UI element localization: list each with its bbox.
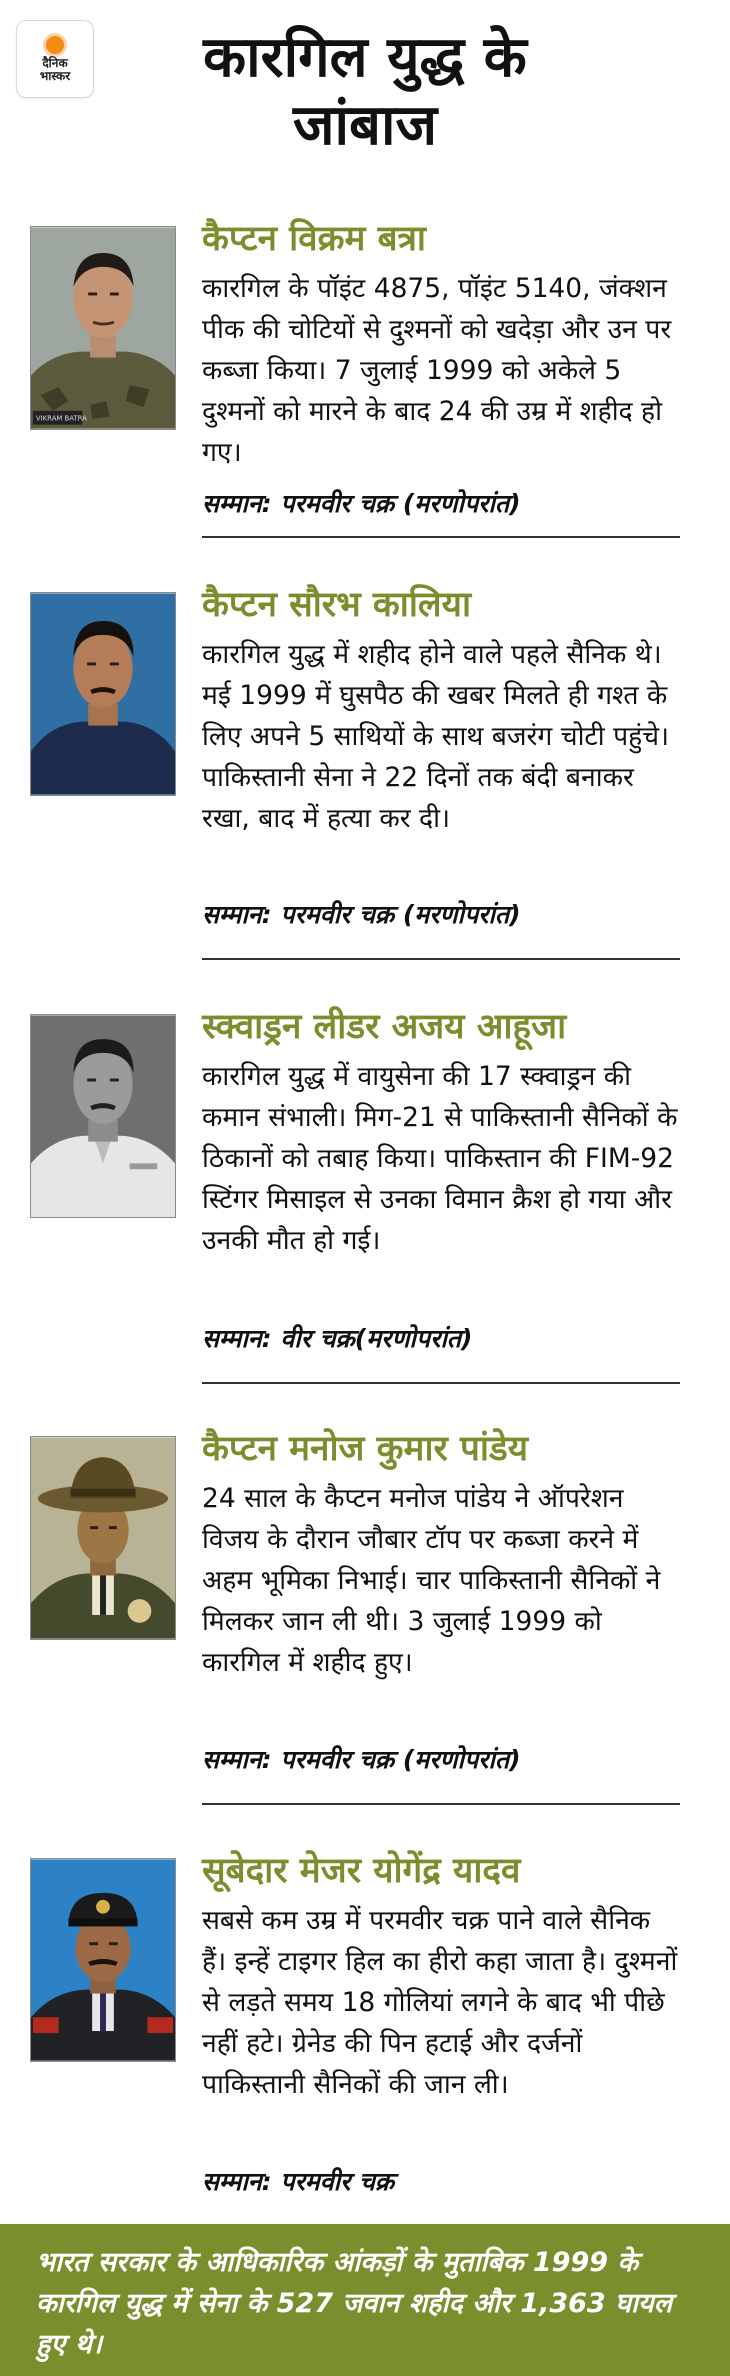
hero-name: स्क्वाड्रन लीडर अजय आहूजा: [202, 1007, 567, 1047]
dainik-bhaskar-logo: [16, 20, 94, 98]
page-title: [120, 24, 610, 161]
portrait-vikram-batra: [30, 226, 176, 430]
logo-text-line2: भास्कर: [39, 68, 71, 83]
portrait-manoj-pandey: [30, 1436, 176, 1640]
hero-description: कारगिल के पॉइंट 4875, पॉइंट 5140, जंक्शन पीक की चोटियों से दुश्मनों को खदेड़ा और उन पर कब्जा किया। 7 जुलाई 1999 को अकेले 5 दुश्मनों को मारने के बाद 24 की उम्र में शहीद हो गए।: [202, 273, 672, 468]
section-divider: [202, 1382, 680, 1384]
page-title-line1: कारगिल युद्ध के: [203, 25, 527, 90]
hero-name: कैप्टन सौरभ कालिया: [202, 585, 472, 625]
hero-description: 24 साल के कैप्टन मनोज पांडेय ने ऑपरेशन विजय के दौरान जौबार टॉप पर कब्जा करने में अहम भूमिका निभाई। चार पाकिस्तानी सैनिकों ने मिलकर जान ली थी। 3 जुलाई 1999 को कारगिल में शहीद हुए।: [202, 1483, 661, 1678]
hero-name: कैप्टन मनोज कुमार पांडेय: [202, 1429, 529, 1469]
portrait-illustration: [31, 1437, 175, 1639]
hero-entry-ajay-ahuja: [30, 1006, 680, 1386]
hero-description: कारगिल युद्ध में वायुसेना की 17 स्क्वाड्रन की कमान संभाली। मिग-21 से पाकिस्तानी सैनिकों के ठिकानों को तबाह किया। पाकिस्तान की FIM-92 स्टिंगर मिसाइल से उनका विमान क्रैश हो गया और उनकी मौत हो गई।: [202, 1061, 678, 1256]
portrait-saurabh-kalia: [30, 592, 176, 796]
hero-name: कैप्टन विक्रम बत्रा: [202, 219, 426, 259]
section-divider: [202, 536, 680, 538]
hero-description: कारगिल युद्ध में शहीद होने वाले पहले सैनिक थे। मई 1999 में घुसपैठ की खबर मिलते ही गश्त के लिए अपने 5 साथियों के साथ बजरंग चोटी पहुंचे। पाकिस्तानी सेना ने 22 दिनों तक बंदी बनाकर रखा, बाद में हत्या कर दी।: [202, 639, 670, 834]
section-divider: [202, 1803, 680, 1805]
portrait-illustration: [31, 1859, 175, 2061]
hero-honor: सम्मान: परमवीर चक्र: [202, 2167, 395, 2196]
hero-name: सूबेदार मेजर योगेंद्र यादव: [202, 1851, 521, 1891]
hero-honor: सम्मान: परमवीर चक्र (मरणोपरांत): [202, 900, 521, 929]
footer-text: भारत सरकार के आधिकारिक आंकड़ों के मुताबिक 1999 के कारगिल युद्ध में सेना के 527 जवान शहीद और 1,363 घायल हुए थे।: [36, 2247, 673, 2360]
portrait-yogendra-yadav: [30, 1858, 176, 2062]
portrait-illustration: [31, 227, 175, 429]
hero-entry-vikram-batra: [30, 218, 680, 548]
logo-text-line1: दैनिक: [42, 55, 68, 70]
hero-honor: सम्मान: परमवीर चक्र (मरणोपरांत): [202, 1745, 521, 1774]
portrait-illustration: [31, 593, 175, 795]
hero-description: सबसे कम उम्र में परमवीर चक्र पाने वाले सैनिक हैं। इन्हें टाइगर हिल का हीरो कहा जाता है। दुश्मनों से लड़ते समय 18 गोलियां लगने के बाद भी पीछे नहीं हटे। ग्रेनेड की पिन हटाई और दर्जनों पाकिस्तानी सैनिकों की जान ली।: [202, 1905, 678, 2100]
section-divider: [202, 958, 680, 960]
hero-entry-saurabh-kalia: [30, 584, 680, 964]
sun-icon: [46, 36, 64, 54]
hero-entry-manoj-pandey: [30, 1428, 680, 1808]
hero-honor: सम्मान: वीर चक्र(मरणोपरांत): [202, 1324, 473, 1353]
hero-entry-yogendra-yadav: [30, 1850, 680, 2210]
page-title-line2: जांबाज: [292, 93, 438, 159]
hero-honor: सम्मान: परमवीर चक्र (मरणोपरांत): [202, 489, 521, 518]
photo-caption: VIKRAM BATRA: [35, 414, 87, 423]
portrait-illustration: [31, 1015, 175, 1217]
portrait-ajay-ahuja: [30, 1014, 176, 1218]
footer-banner: [0, 2224, 730, 2376]
